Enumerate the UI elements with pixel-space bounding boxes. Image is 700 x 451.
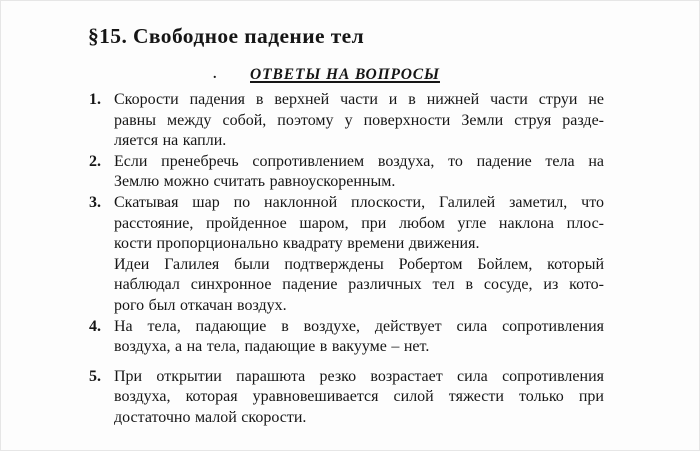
answer-item-2 — [89, 152, 604, 193]
answers-list — [89, 90, 604, 429]
text-line: Землю можно считать равноускоренным. — [114, 173, 396, 191]
text-line: наблюдал синхронное падение различных тел в сосуде, из кото- — [114, 276, 604, 294]
stray-dot-artifact: . — [213, 67, 217, 82]
text-line: воздуха, которая уравновешивается силой тяжести только при — [114, 388, 604, 406]
answer-number: 2. — [89, 152, 101, 170]
answer-number: 1. — [89, 91, 101, 108]
answer-item-5 — [89, 367, 604, 429]
text-line: равны между собой, поэтому у поверхности Земли струя разде- — [114, 111, 604, 129]
text-line: При открытии парашюта резко возрастает сила сопротивления — [114, 367, 604, 385]
answer-text — [114, 193, 604, 317]
answer-text — [114, 152, 604, 193]
answer-text — [114, 367, 604, 429]
answer-number: 4. — [89, 317, 101, 335]
text-line: Скатывая шар по наклонной плоскости, Галилей заметил, что — [114, 193, 604, 211]
answer-number: 5. — [89, 367, 101, 385]
text-line: расстояние, пройденное шаром, при любом угле наклона плос- — [114, 214, 604, 232]
answers-heading-wrap — [89, 66, 601, 84]
answer-item-1 — [89, 90, 604, 152]
text-line: достаточно малой скорости. — [114, 408, 307, 426]
text-line: воздуха, а на тела, падающие в вакууме – нет. — [114, 338, 430, 356]
answer-number: 3. — [89, 193, 101, 211]
text-line: На тела, падающие в воздухе, действует сила сопротивления — [114, 317, 604, 335]
answers-heading: ОТВЕТЫ НА ВОПРОСЫ — [250, 66, 440, 83]
text-line: ляется на капли. — [114, 132, 227, 150]
section-title: §15. Свободное падение тел — [88, 24, 365, 48]
text-line: Если пренебречь сопротивлением воздуха, то падение тела на — [114, 152, 604, 170]
text-line: Скорости падения в верхней части и в нижней части струи не — [114, 91, 604, 108]
answer-item-3 — [89, 193, 604, 317]
text-line: рого был откачан воздух. — [114, 296, 287, 314]
text-line: Идеи Галилея были подтверждены Робертом Бойлем, который — [114, 255, 604, 273]
answer-text — [114, 317, 604, 358]
answer-text — [114, 90, 604, 152]
text-line: кости пропорционально квадрату времени движения. — [114, 235, 480, 253]
answer-item-4 — [89, 317, 604, 358]
